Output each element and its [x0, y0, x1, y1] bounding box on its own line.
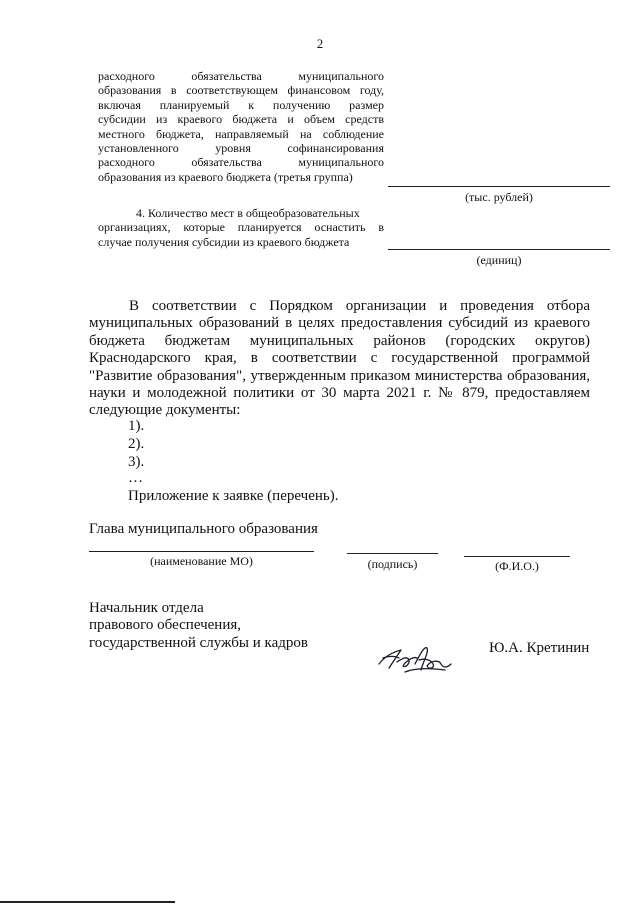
page-number: 2 [316, 36, 324, 51]
item3-line: образования из краевого бюджета (третья группа) [98, 169, 353, 184]
mo-name-line [89, 551, 314, 552]
paragraph-line: Краснодарского края, в соответствии с государственной программой [89, 350, 590, 367]
paragraph-line: "Развитие образования", утвержденным приказом министерства образования, [89, 367, 590, 384]
footer-position [89, 600, 308, 652]
signature-line [347, 553, 438, 554]
fio-caption: (Ф.И.О.) [495, 559, 539, 573]
item4-text [98, 206, 384, 249]
item3-line: образования в соответствующем финансовом году, [98, 83, 384, 98]
item3-line: местного бюджета, направляемый на соблюдение [98, 126, 384, 141]
paragraph-line: В соответствии с Порядком организации и проведения отбора [129, 298, 590, 314]
item3-line: субсидии из краевого бюджета и объем средств [98, 112, 384, 127]
item3-unit: (тыс. рублей) [465, 190, 533, 204]
item3-text [98, 69, 384, 184]
item3-line: расходного обязательства муниципального [98, 155, 384, 170]
signature-caption: (подпись) [367, 557, 418, 571]
signer-name: Ю.А. Кретинин [489, 640, 590, 656]
position-line: государственной службы и кадров [89, 634, 308, 651]
paragraph-line: следующие документы: [89, 402, 241, 419]
position-line: правового обеспечения, [89, 617, 242, 634]
head-title: Глава муниципального образования [89, 521, 318, 537]
paragraph-line: муниципальных образований в целях предоставления субсидий из краевого [89, 315, 590, 332]
paragraph-line: науки и молодежной политики от 30 марта 2021 г. № 879, предоставляем [89, 385, 590, 402]
fio-line [464, 556, 570, 557]
list-item: 2). [128, 436, 145, 452]
item4-value-line [388, 249, 610, 250]
position-line: Начальник отдела [89, 600, 204, 616]
item3-line: включая планируемый к получению размер [98, 97, 384, 112]
page-bottom-line [0, 901, 175, 903]
list-item: … [128, 470, 143, 486]
main-paragraph [89, 298, 590, 420]
mo-name-caption: (наименование МО) [150, 554, 253, 568]
item3-value-line [388, 186, 610, 187]
item3-line: установленного уровня софинансирования [98, 141, 384, 156]
paragraph-line: бюджета бюджетам муниципальных районов (городских округов) [89, 332, 590, 349]
list-item: 1). [128, 418, 145, 434]
item4-line: случае получения субсидии из краевого бюджета [98, 234, 350, 249]
item4-line: 4. Количество мест в общеобразовательных [136, 206, 360, 220]
item4-unit: (единиц) [476, 253, 522, 267]
list-item: 3). [128, 454, 145, 470]
attachment-note: Приложение к заявке (перечень). [128, 488, 339, 504]
item4-line: организациях, которые планируется оснастить в [98, 220, 384, 235]
item3-line: расходного обязательства муниципального [98, 69, 384, 83]
handwritten-signature [375, 638, 460, 678]
